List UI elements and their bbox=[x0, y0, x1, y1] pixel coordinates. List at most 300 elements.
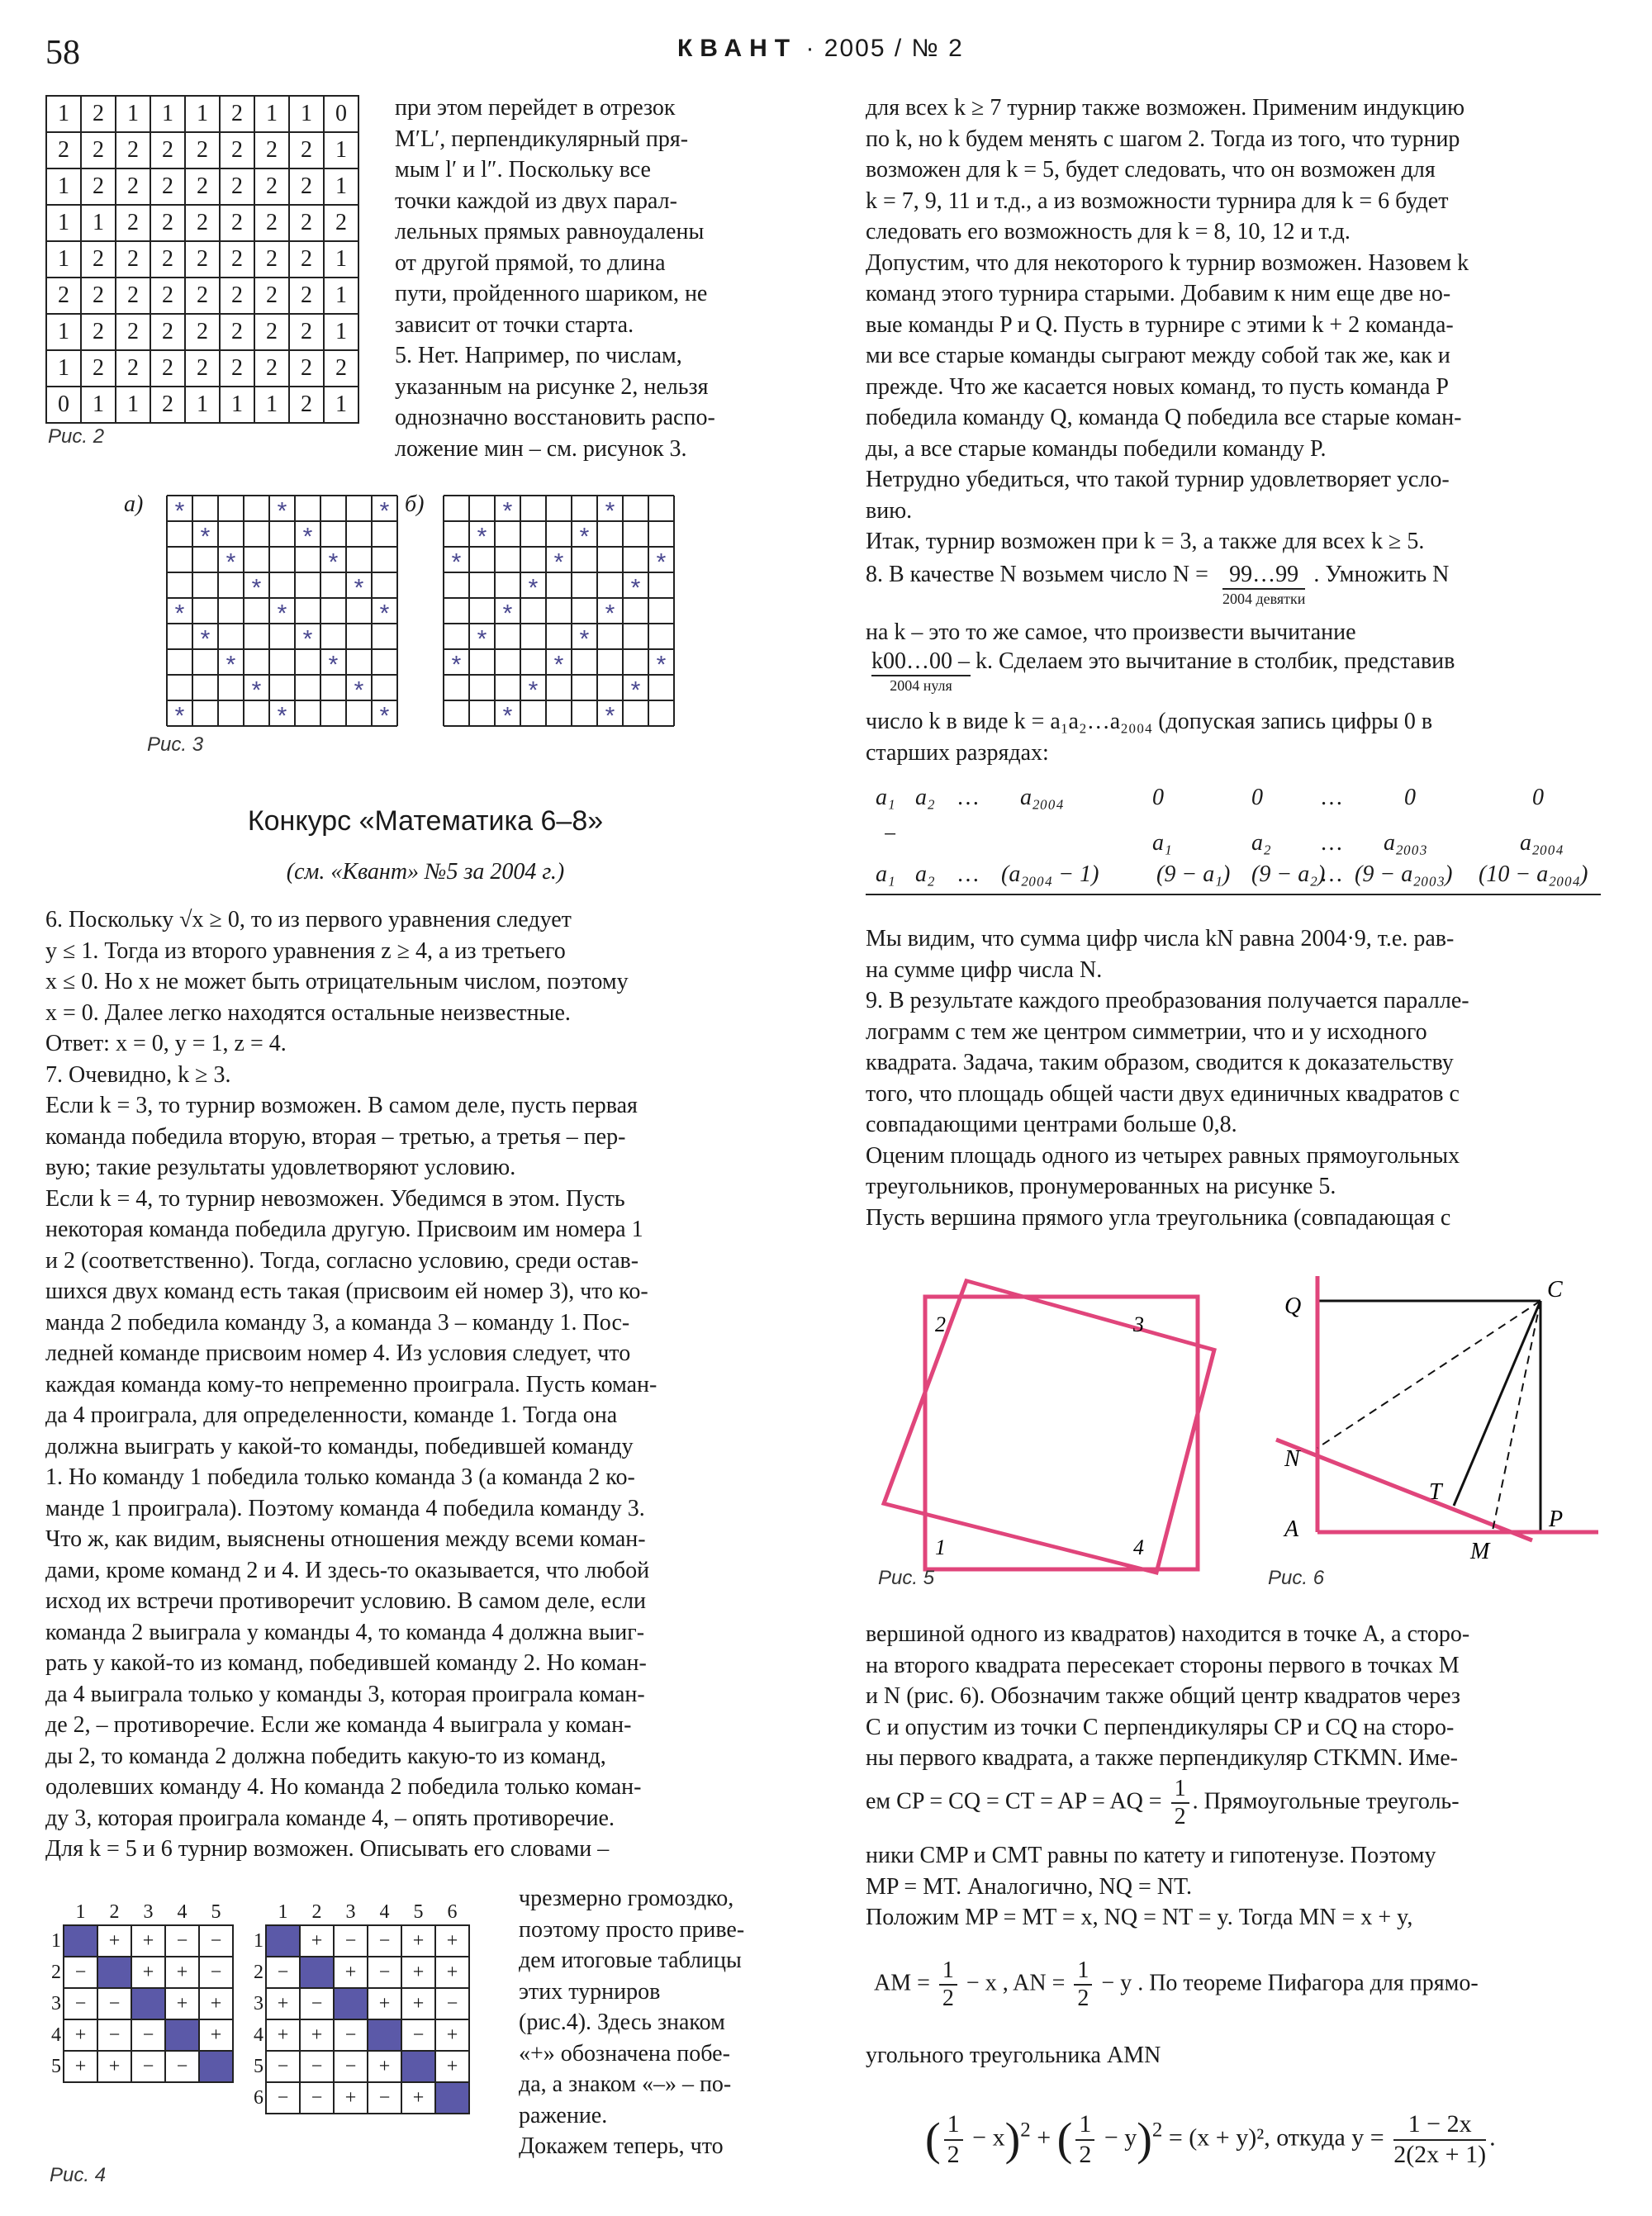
col2-a-line: ды, а все старые команды победили команду P. bbox=[866, 435, 1327, 462]
mine-star-icon: * bbox=[225, 548, 236, 577]
col2-c-line: на второго квадрата пересекает стороны первого в точках M bbox=[866, 1652, 1460, 1678]
subtraction-term: 0 bbox=[1404, 785, 1416, 810]
subtraction-term: (a₂₀₀₄ − 1) bbox=[1001, 861, 1099, 887]
subtraction-term: a₂ bbox=[915, 861, 935, 887]
col2-b-line: квадрата. Задача, таким образом, сводится к доказательству bbox=[866, 1050, 1454, 1075]
mine-star-icon: * bbox=[451, 651, 462, 679]
fig2-cell: 2 bbox=[150, 241, 185, 278]
col1-top-text bbox=[395, 93, 808, 464]
fig4-t5-cell: + bbox=[64, 2019, 97, 2051]
fig4-t5-cell: + bbox=[165, 1957, 199, 1988]
col1-side-line: этих турниров bbox=[519, 1978, 661, 2005]
eq2-b: − x , AN = bbox=[960, 1970, 1071, 1996]
fig4-t6-cell: + bbox=[300, 1925, 334, 1957]
fig4-t5-cell: − bbox=[199, 1925, 233, 1957]
mine-star-icon: * bbox=[225, 651, 236, 679]
eq1-num: 1 bbox=[1171, 1776, 1189, 1804]
fig2-cell: 2 bbox=[289, 387, 324, 423]
mine-star-icon: * bbox=[328, 651, 339, 679]
fig4-t5-col-header: 5 bbox=[211, 1900, 221, 1923]
mine-star-icon: * bbox=[528, 574, 539, 602]
col2-a-line: ми все старые команды сыграют между собой так же, как и bbox=[866, 343, 1450, 368]
fig4-t5-col-header: 2 bbox=[109, 1900, 120, 1923]
col1-main-line: 6. Поскольку √x ≥ 0, то из первого уравнения следует bbox=[45, 907, 572, 932]
col1-main-line: x = 0. Далее легко находятся остальные неизвестные. bbox=[45, 999, 571, 1026]
fig6-dashed-CN bbox=[1317, 1301, 1540, 1448]
eq2-frac2-den: 2 bbox=[1077, 1986, 1089, 2012]
mine-star-icon: * bbox=[630, 676, 641, 705]
fig4-t6-diagonal-cell bbox=[401, 2051, 435, 2082]
subtraction-term: a₁ bbox=[1152, 830, 1172, 856]
mine-star-icon: * bbox=[277, 702, 287, 730]
fig4-t6-diagonal-cell bbox=[266, 1925, 300, 1957]
fig4-t5-cell: + bbox=[97, 1925, 131, 1957]
fig2-cell: 2 bbox=[220, 205, 254, 241]
mine-star-icon: * bbox=[528, 676, 539, 705]
fig2-cell: 1 bbox=[81, 387, 116, 423]
mine-star-icon: * bbox=[302, 625, 313, 653]
eq1-den: 2 bbox=[1174, 1804, 1186, 1830]
fig4-t5-diagonal-cell bbox=[97, 1957, 131, 1988]
fig6-label-P: P bbox=[1549, 1507, 1564, 1532]
fig2-cell: 1 bbox=[46, 314, 81, 350]
eq3-minus-x: − x bbox=[966, 2123, 1005, 2152]
mine-star-icon: * bbox=[579, 523, 590, 551]
mine-star-icon: * bbox=[502, 600, 513, 628]
mine-star-icon: * bbox=[502, 702, 513, 730]
fig2-cell: 2 bbox=[150, 205, 185, 241]
fig4-t5-cell: + bbox=[165, 1988, 199, 2019]
fig4-t5-cell: − bbox=[64, 1957, 97, 1988]
fig2-cell: 2 bbox=[220, 314, 254, 350]
col2-a-line: вые команды P и Q. Пусть в турнире с этими k + 2 команда- bbox=[866, 311, 1454, 338]
mine-star-icon: * bbox=[553, 651, 564, 679]
fig4-t6-cell: − bbox=[266, 2051, 300, 2082]
col1-main-line: и 2 (соответственно). Тогда, согласно условию, среди остав- bbox=[45, 1247, 639, 1274]
fig4-t5-cell: + bbox=[199, 2019, 233, 2051]
col1-main-line: команда победила вторую, вторая – третью, а третья – пер- bbox=[45, 1123, 626, 1150]
tournament-table-5 bbox=[45, 1900, 234, 2083]
col2-b-line: лограмм с тем же центром симметрии, что и у исходного bbox=[866, 1018, 1427, 1045]
fig2-cell: 1 bbox=[150, 96, 185, 132]
col1-side-line: Докажем теперь, что bbox=[519, 2133, 724, 2159]
fig4-t5-row-header: 4 bbox=[51, 2024, 61, 2046]
fig4-t6-cell: − bbox=[435, 1988, 469, 2019]
fig4-t6-cell: − bbox=[300, 1988, 334, 2019]
fig2-cell: 2 bbox=[150, 278, 185, 314]
col1-side-line: (рис.4). Здесь знаком bbox=[519, 2010, 725, 2035]
col2-b-line: совпадающими центрами больше 0,8. bbox=[866, 1112, 1237, 1137]
fig5-label-1: 1 bbox=[935, 1535, 946, 1559]
col1-main-line: манде 1 проиграла). Поэтому команда 4 победила команду 3. bbox=[45, 1495, 645, 1521]
col2-a-line: для всех k ≥ 7 турнир также возможен. Применим индукцию bbox=[866, 95, 1465, 121]
p8-line5: старших разрядах: bbox=[866, 740, 1049, 766]
col2-c-line: и N (рис. 6). Обозначим также общий центр квадратов через bbox=[866, 1683, 1460, 1709]
col1-main-line: ды 2, то команда 2 должна победить какую-то из команд, bbox=[45, 1743, 606, 1769]
fig6-label-T: T bbox=[1429, 1479, 1442, 1505]
p8-line4: число k в виде k = a₁a₂…a₂₀₀₄ (допуская запись цифры 0 в bbox=[866, 709, 1433, 734]
mine-star-icon: * bbox=[354, 574, 364, 602]
fig4-t5-row-header: 1 bbox=[51, 1929, 61, 1952]
col1-main-line: Ответ: x = 0, y = 1, z = 4. bbox=[45, 1031, 287, 1056]
mine-star-icon: * bbox=[553, 548, 564, 577]
fig2-cell: 2 bbox=[289, 132, 324, 168]
subtraction-term: (9 − a₂₀₀₃) bbox=[1355, 861, 1453, 887]
mine-star-icon: * bbox=[174, 702, 185, 730]
fig2-cell: 2 bbox=[289, 314, 324, 350]
fig3b-minefield bbox=[442, 494, 681, 733]
subtraction-term: 0 bbox=[1532, 785, 1544, 810]
col2-a-line: Итак, турнир возможен при k = 3, а также для всех k ≥ 5. bbox=[866, 529, 1425, 554]
fig2-cell: 2 bbox=[254, 350, 289, 387]
fig2-cell: 2 bbox=[185, 205, 220, 241]
subtraction-term: … bbox=[1322, 861, 1342, 887]
subtraction-term: 0 bbox=[1251, 785, 1263, 810]
col1-top-line: зависит от точки старта. bbox=[395, 311, 634, 338]
fig2-cell: 1 bbox=[46, 168, 81, 205]
fig2-cell: 2 bbox=[150, 168, 185, 205]
eq1-line bbox=[866, 1776, 1460, 1830]
fig4-caption: Рис. 4 bbox=[50, 2164, 107, 2186]
fig2-cell: 2 bbox=[185, 350, 220, 387]
col1-main-line: ледней команде присвоим номер 4. Из условия следует, что bbox=[45, 1341, 631, 1366]
mine-star-icon: * bbox=[328, 548, 339, 577]
subtraction-term: (9 − a₁) bbox=[1156, 861, 1231, 887]
fig2-cell: 2 bbox=[116, 278, 150, 314]
col1-main-line: 7. Очевидно, k ≥ 3. bbox=[45, 1061, 231, 1088]
fig4-t6-row-header: 2 bbox=[254, 1961, 263, 1983]
fig4-t6-cell: + bbox=[368, 2051, 401, 2082]
fig4-t6-cell: + bbox=[435, 1957, 469, 1988]
col2-a-line: команд этого турнира старыми. Добавим к ним еще две но- bbox=[866, 281, 1451, 306]
fig5-squares bbox=[876, 1272, 1222, 1586]
mine-star-icon: * bbox=[477, 625, 487, 653]
eq3-num: 1 − 2x bbox=[1393, 2110, 1486, 2141]
mine-star-icon: * bbox=[174, 497, 185, 525]
fig4-t5-col-header: 4 bbox=[177, 1900, 188, 1923]
mine-star-icon: * bbox=[379, 600, 390, 628]
col2-a-line: k = 7, 9, 11 и т.д., а из возможности турнира для k = 6 будет bbox=[866, 187, 1449, 214]
fig4-t6-cell: + bbox=[401, 2082, 435, 2114]
fig4-t6-cell: + bbox=[300, 2019, 334, 2051]
col1-side-line: чрезмерно громоздко, bbox=[519, 1886, 734, 1911]
col2-text-c bbox=[866, 1619, 1626, 1774]
fig2-cell: 2 bbox=[81, 350, 116, 387]
fig2-cell: 1 bbox=[324, 168, 358, 205]
section-title: Конкурс «Математика 6–8» bbox=[247, 805, 604, 837]
fig2-cell: 2 bbox=[116, 314, 150, 350]
fig2-cell: 2 bbox=[150, 314, 185, 350]
fig2-cell: 1 bbox=[254, 387, 289, 423]
eq1-post: . Прямоугольные треуголь- bbox=[1192, 1788, 1460, 1815]
fig2-cell: 2 bbox=[254, 132, 289, 168]
fig4-t5-cell: − bbox=[131, 2019, 165, 2051]
fig4-t6-col-header: 6 bbox=[447, 1900, 458, 1923]
col1-top-line: при этом перейдет в отрезок bbox=[395, 95, 676, 121]
fig4-t6-cell: + bbox=[435, 2019, 469, 2051]
col1-top-line: однозначно восстановить распо- bbox=[395, 405, 715, 430]
subtraction-term: a₂ bbox=[915, 785, 935, 810]
col1-main-text bbox=[45, 904, 814, 1865]
mine-star-icon: * bbox=[302, 523, 313, 551]
eq2-frac2 bbox=[1074, 1957, 1092, 2012]
fig2-cell: 2 bbox=[185, 241, 220, 278]
subtraction-term: … bbox=[1322, 785, 1342, 810]
mine-star-icon: * bbox=[379, 497, 390, 525]
fig2-cell: 1 bbox=[81, 205, 116, 241]
fig2-cell: 1 bbox=[220, 387, 254, 423]
fig4-t6-cell: − bbox=[300, 2082, 334, 2114]
fig2-cell: 2 bbox=[116, 132, 150, 168]
fig2-cell: 2 bbox=[150, 387, 185, 423]
fig4-t6-col-header: 4 bbox=[379, 1900, 390, 1923]
fig4-t6-col-header: 5 bbox=[413, 1900, 424, 1923]
fig4-t6-cell: − bbox=[401, 2019, 435, 2051]
fig4-t6-cell: + bbox=[334, 2082, 368, 2114]
col1-top-line: точки каждой из двух парал- bbox=[395, 187, 677, 214]
col1-main-line: каждая команда кому-то непременно проиграла. Пусть коман- bbox=[45, 1371, 657, 1397]
mine-star-icon: * bbox=[251, 574, 262, 602]
fig2-cell: 1 bbox=[116, 96, 150, 132]
col2-b-line: на сумме цифр числа N. bbox=[866, 956, 1103, 983]
subtraction-rule bbox=[866, 894, 1601, 895]
col1-main-line: рать у какой-то из команд, победившей команду 2. Но коман- bbox=[45, 1650, 647, 1676]
col1-main-line: y ≤ 1. Тогда из второго уравнения z ≥ 4, а из третьего bbox=[45, 937, 566, 964]
col1-main-line: де 2, – противоречие. Если же команда 4 выиграла у коман- bbox=[45, 1712, 632, 1738]
fig4-t5-diagonal-cell bbox=[64, 1925, 97, 1957]
fig3-label-a: а) bbox=[124, 491, 144, 517]
fig4-t6-row-header: 4 bbox=[254, 2024, 263, 2046]
fig2-cell: 1 bbox=[324, 278, 358, 314]
eq2-line bbox=[874, 1957, 1479, 2012]
eq3-paren-close-1: ) bbox=[1004, 2114, 1021, 2166]
fig2-cell: 2 bbox=[220, 278, 254, 314]
fig5-label-3: 3 bbox=[1133, 1312, 1144, 1336]
col2-text-a bbox=[866, 93, 1626, 558]
eq3-paren-close-2: ) bbox=[1137, 2114, 1152, 2166]
subtraction-term: a₂₀₀₄ bbox=[1020, 785, 1064, 810]
mine-star-icon: * bbox=[354, 676, 364, 705]
fig2-cell: 1 bbox=[254, 96, 289, 132]
journal-header bbox=[677, 35, 964, 63]
col2-b-line: 9. В результате каждого преобразования получается паралле- bbox=[866, 988, 1469, 1013]
col1-main-line: Что ж, как видим, выяснены отношения между всеми коман- bbox=[45, 1526, 646, 1552]
fig4-t6-diagonal-cell bbox=[435, 2082, 469, 2114]
mine-star-icon: * bbox=[451, 548, 462, 577]
fig2-cell: 2 bbox=[46, 132, 81, 168]
col1-main-line: да 4 выиграла только у команды 3, которая проиграла коман- bbox=[45, 1681, 645, 1707]
fig4-t6-cell: + bbox=[334, 1957, 368, 1988]
col2-a-line: возможен для k = 5, будет следовать, что он возможен для bbox=[866, 157, 1436, 183]
fig6-label-N: N bbox=[1284, 1446, 1300, 1472]
col2-a-line: следовать его возможность для k = 8, 10, 12 и т.д. bbox=[866, 219, 1351, 244]
fig5-caption: Рис. 5 bbox=[878, 1567, 935, 1589]
col1-main-line: Для k = 5 и 6 турнир возможен. Описывать его словами – bbox=[45, 1836, 610, 1862]
fig4-t5-cell: + bbox=[199, 1988, 233, 2019]
col2-a-line: Нетрудно убедиться, что такой турнир удовлетворяет усло- bbox=[866, 467, 1450, 492]
fig2-cell: 2 bbox=[81, 241, 116, 278]
fig4-t6-col-header: 1 bbox=[278, 1900, 288, 1923]
fig4-t6-cell: + bbox=[401, 1957, 435, 1988]
col2-a-line: победила команду Q, команда Q победила все старые коман- bbox=[866, 405, 1462, 430]
eq3-frac-a-den: 2 bbox=[947, 2140, 960, 2168]
fig3a-minefield bbox=[165, 494, 405, 733]
col1-main-line: ду 3, которая проиграла команде 4, – опять противоречие. bbox=[45, 1805, 615, 1831]
fig2-cell: 2 bbox=[289, 350, 324, 387]
col1-top-line: от другой прямой, то длина bbox=[395, 249, 666, 276]
col2-c-line: C и опустим из точки C перпендикуляры CP и CQ на сторо- bbox=[866, 1714, 1455, 1740]
fig2-cell: 1 bbox=[116, 387, 150, 423]
fig4-t6-cell: − bbox=[334, 2051, 368, 2082]
fig2-cell: 2 bbox=[185, 132, 220, 168]
tournament-table-6 bbox=[248, 1900, 470, 2114]
fig6-label-M: M bbox=[1470, 1539, 1490, 1564]
fig5-label-4: 4 bbox=[1133, 1535, 1144, 1559]
eq3-paren-open-1: ( bbox=[925, 2114, 941, 2166]
fig2-cell: 2 bbox=[81, 314, 116, 350]
fig2-grid bbox=[45, 95, 359, 424]
fig6-caption: Рис. 6 bbox=[1268, 1567, 1325, 1589]
mine-star-icon: * bbox=[656, 548, 667, 577]
col1-main-line: команда 2 выиграла у команды 4, то команда 4 должна выиг- bbox=[45, 1619, 645, 1645]
subtraction-term: (10 − a₂₀₀₄) bbox=[1479, 861, 1588, 887]
col1-top-line: пути, пройденного шариком, не bbox=[395, 281, 708, 306]
eq2-c: − y . По теореме Пифагора для прямо- bbox=[1095, 1970, 1479, 1996]
eq3-paren-open-2: ( bbox=[1056, 2114, 1073, 2166]
mine-star-icon: * bbox=[174, 600, 185, 628]
col1-top-line: ложение мин – см. рисунок 3. bbox=[395, 435, 687, 462]
fig2-cell: 2 bbox=[324, 205, 358, 241]
eq2-a: AM = bbox=[874, 1970, 936, 1996]
subtraction-term: a₂₀₀₄ bbox=[1520, 830, 1564, 856]
col1-side-text bbox=[519, 1883, 816, 2162]
col1-main-line: Если k = 4, то турнир невозможен. Убедимся в этом. Пусть bbox=[45, 1185, 625, 1212]
fig2-cell: 2 bbox=[185, 168, 220, 205]
fig2-caption: Рис. 2 bbox=[48, 425, 105, 448]
fig4-t6-col-header: 2 bbox=[311, 1900, 322, 1923]
fig5-square-2 bbox=[884, 1281, 1214, 1573]
subtraction-term: 0 bbox=[1152, 785, 1164, 810]
mine-star-icon: * bbox=[502, 497, 513, 525]
subtraction-term: a₁ bbox=[876, 785, 895, 810]
fig4-t6-cell: − bbox=[334, 2019, 368, 2051]
fig6-label-Q: Q bbox=[1284, 1293, 1302, 1319]
p8-nines-underbrace: 2004 девятки bbox=[1222, 588, 1305, 608]
col2-c-line: вершиной одного из квадратов) находится в точке A, а сторо- bbox=[866, 1621, 1470, 1647]
fig4-t5-corner bbox=[45, 1900, 64, 1925]
col2-b-line: Мы видим, что сумма цифр числа kN равна 2004·9, т.е. рав- bbox=[866, 926, 1455, 951]
col1-main-line: Если k = 3, то турнир возможен. В самом деле, пусть первая bbox=[45, 1093, 638, 1118]
fig4-t6-cell: − bbox=[334, 1925, 368, 1957]
col1-main-line: да 4 проиграла, для определенности, команде 1. Тогда она bbox=[45, 1402, 618, 1428]
col2-b-line: того, что площадь общей части двух единичных квадратов с bbox=[866, 1080, 1460, 1107]
fig4-t6-cell: + bbox=[368, 1988, 401, 2019]
col1-top-line: 5. Нет. Например, по числам, bbox=[395, 343, 682, 368]
p8-line1 bbox=[866, 562, 1449, 608]
fig4-t5-cell: − bbox=[97, 1988, 131, 2019]
fig4-t6-col-header: 3 bbox=[345, 1900, 356, 1923]
eq3-frac-b-num: 1 bbox=[1075, 2110, 1094, 2141]
fig4-t5-cell: + bbox=[131, 1957, 165, 1988]
p8-line3 bbox=[871, 648, 1455, 695]
fig4-t5-cell: − bbox=[97, 2019, 131, 2051]
fig4-t6-row-header: 1 bbox=[254, 1929, 263, 1952]
col1-side-line: ражение. bbox=[519, 2102, 608, 2128]
col1-main-line: манда 2 победила команду 3, а команда 3 – команду 1. Пос- bbox=[45, 1309, 630, 1336]
fig4-t5-cell: − bbox=[165, 2051, 199, 2082]
eq3-frac-result bbox=[1393, 2110, 1486, 2169]
eq3-frac-b bbox=[1075, 2110, 1094, 2169]
col2-text-b bbox=[866, 923, 1626, 1233]
fig2-cell: 2 bbox=[220, 350, 254, 387]
col1-main-line: исход их встречи противоречит условию. В самом деле, если bbox=[45, 1588, 647, 1614]
col1-top-line: лельных прямых равноудалены bbox=[395, 219, 705, 244]
col2-b-line: Оценим площадь одного из четырех равных прямоугольных bbox=[866, 1142, 1460, 1169]
p8-zeros-underbrace: 2004 нуля bbox=[871, 675, 971, 695]
subtraction-term: a₂ bbox=[1251, 830, 1271, 856]
fig2-cell: 1 bbox=[185, 96, 220, 132]
eq2-frac2-num: 1 bbox=[1074, 1957, 1092, 1986]
fig4-t6-diagonal-cell bbox=[300, 1957, 334, 1988]
eq2-frac1-num: 1 bbox=[939, 1957, 957, 1986]
fig2-cell: 2 bbox=[254, 314, 289, 350]
fig2-cell: 2 bbox=[220, 96, 254, 132]
fig2-cell: 2 bbox=[116, 205, 150, 241]
fig2-cell: 2 bbox=[185, 314, 220, 350]
fig2-cell: 2 bbox=[116, 168, 150, 205]
fig2-cell: 1 bbox=[324, 387, 358, 423]
mine-star-icon: * bbox=[200, 625, 211, 653]
fig4-t6-cell: + bbox=[266, 1988, 300, 2019]
fig4-t6-cell: − bbox=[368, 1957, 401, 1988]
subtraction-term: … bbox=[958, 785, 979, 810]
fig2-cell: 2 bbox=[289, 168, 324, 205]
fig6-geometry bbox=[1268, 1268, 1631, 1565]
fig2-cell: 1 bbox=[324, 132, 358, 168]
fig4-t6-cell: + bbox=[401, 1988, 435, 2019]
col2-d-line: MP = MT. Аналогично, NQ = NT. bbox=[866, 1873, 1193, 1900]
fig2-cell: 1 bbox=[46, 205, 81, 241]
eq1-fraction bbox=[1171, 1776, 1189, 1830]
mine-star-icon: * bbox=[379, 702, 390, 730]
fig2-cell: 2 bbox=[185, 278, 220, 314]
fig4-t5-col-header: 1 bbox=[75, 1900, 86, 1923]
fig2-cell: 2 bbox=[220, 168, 254, 205]
col2-b-line: треугольников, пронумерованных на рисунке 5. bbox=[866, 1174, 1336, 1199]
fig4-table6 bbox=[248, 1900, 470, 2114]
p8-line2: на k – это то же самое, что произвести вычитание bbox=[866, 619, 1356, 645]
col1-main-line: 1. Но команду 1 победила только команда 3 (а команда 2 ко- bbox=[45, 1464, 635, 1490]
journal-title: КВАНТ bbox=[677, 35, 798, 62]
col1-main-line: некоторая команда победила другую. Присвоим им номера 1 bbox=[45, 1217, 643, 1242]
col1-top-line: указанным на рисунке 2, нельзя bbox=[395, 373, 709, 400]
mine-star-icon: * bbox=[277, 600, 287, 628]
col1-main-line: должна выиграть у какой-то команды, победившей команду bbox=[45, 1433, 634, 1459]
fig6-label-A: A bbox=[1284, 1516, 1299, 1542]
mine-star-icon: * bbox=[605, 600, 615, 628]
mine-star-icon: * bbox=[251, 676, 262, 705]
fig2-cell: 2 bbox=[289, 278, 324, 314]
col1-main-line: x ≤ 0. Но x не может быть отрицательным числом, поэтому bbox=[45, 969, 629, 994]
fig2-cell: 2 bbox=[254, 241, 289, 278]
fig4-t5-diagonal-cell bbox=[199, 2051, 233, 2082]
subtraction-term: … bbox=[1322, 830, 1342, 856]
fig2-cell: 2 bbox=[220, 241, 254, 278]
p8-nines: 99…99 bbox=[1229, 562, 1299, 587]
fig2-cell: 1 bbox=[185, 387, 220, 423]
fig2-cell: 2 bbox=[81, 278, 116, 314]
col2-a-line: прежде. Что же касается новых команд, то пусть команда P bbox=[866, 373, 1449, 400]
